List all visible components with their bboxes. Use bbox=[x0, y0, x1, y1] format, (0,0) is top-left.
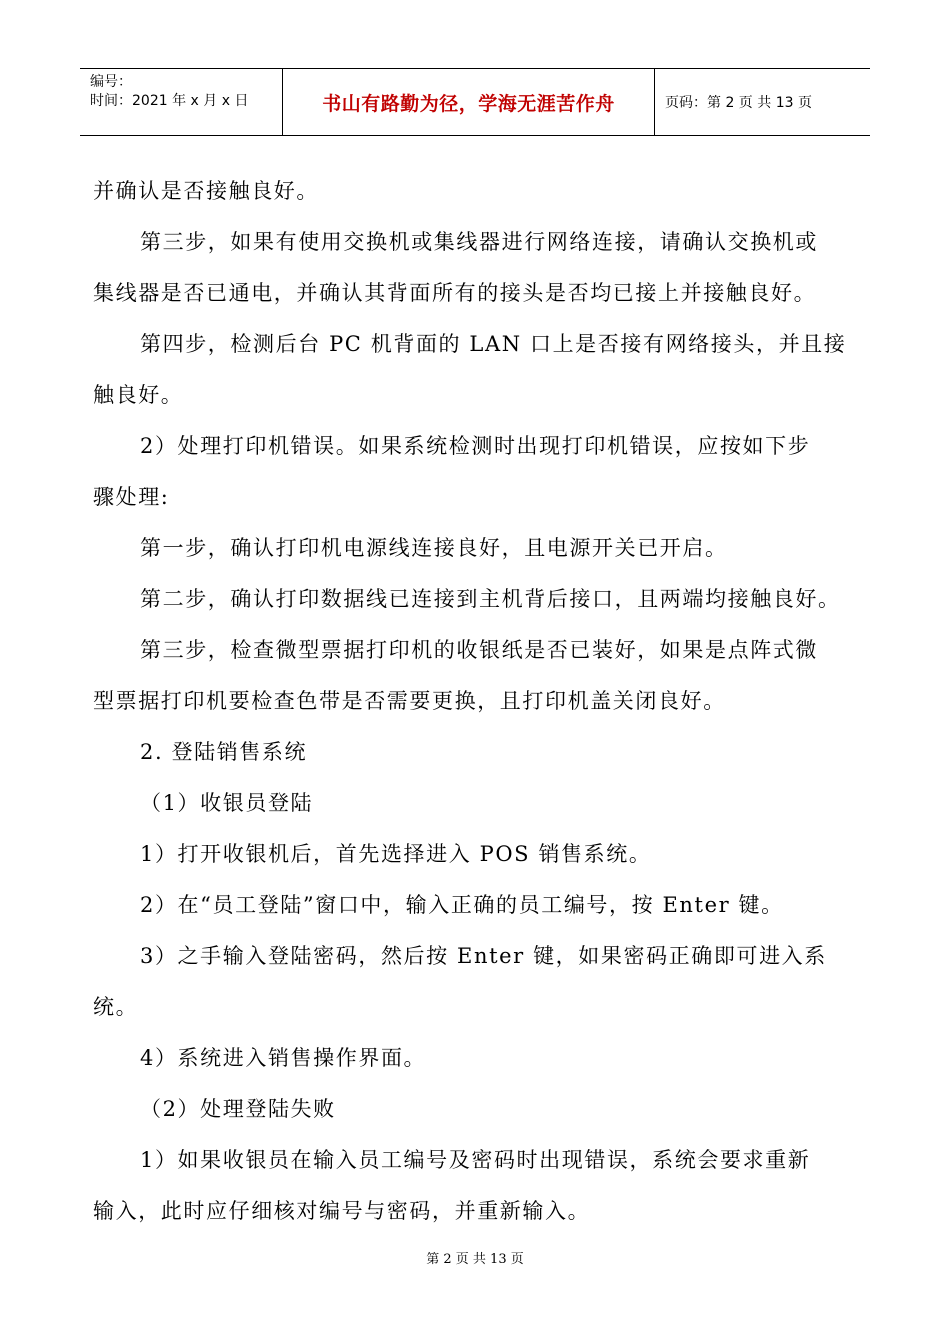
body-line: 1）打开收银机后，首先选择进入 POS 销售系统。 bbox=[140, 842, 652, 866]
body-line: 1）如果收银员在输入员工编号及密码时出现错误，系统会要求重新 bbox=[140, 1148, 811, 1172]
body-line: 触良好。 bbox=[93, 383, 184, 407]
body-line: 第三步，检查微型票据打印机的收银纸是否已装好，如果是点阵式微 bbox=[140, 638, 818, 662]
body-line: 统。 bbox=[93, 995, 139, 1019]
body-line: 第四步，检测后台 PC 机背面的 LAN 口上是否接有网络接头，并且接 bbox=[140, 332, 847, 356]
body-line: 并确认是否接触良好。 bbox=[93, 179, 319, 203]
number-label: 编号： bbox=[90, 74, 132, 90]
body-line: 型票据打印机要检查色带是否需要更换，且打印机盖关闭良好。 bbox=[93, 689, 726, 713]
body-line: 2）在“员工登陆”窗口中，输入正确的员工编号，按 Enter 键。 bbox=[140, 893, 784, 917]
body-line: 3）之手输入登陆密码，然后按 Enter 键，如果密码正确即可进入系 bbox=[140, 944, 827, 968]
section-heading: 2. 登陆销售系统 bbox=[140, 740, 308, 764]
page-header bbox=[80, 68, 870, 136]
body-line: 第一步，确认打印机电源线连接良好，且电源开关已开启。 bbox=[140, 536, 728, 560]
header-meta bbox=[80, 69, 282, 135]
body-line: 第二步，确认打印数据线已连接到主机背后接口，且两端均接触良好。 bbox=[140, 587, 841, 611]
body-line: 第三步，如果有使用交换机或集线器进行网络连接，请确认交换机或 bbox=[140, 230, 818, 254]
subsection-heading: （2）处理登陆失败 bbox=[140, 1097, 336, 1121]
body-line: 2）处理打印机错误。如果系统检测时出现打印机错误，应按如下步 bbox=[140, 434, 811, 458]
body-line: 集线器是否已通电，并确认其背面所有的接头是否均已接上并接触良好。 bbox=[93, 281, 817, 305]
subsection-heading: （1）收银员登陆 bbox=[140, 791, 314, 815]
header-page-info: 页码：第 2 页 共 13 页 bbox=[665, 95, 812, 111]
date-label: 时间：2021 年 x 月 x 日 bbox=[90, 93, 249, 109]
page-footer: 第 2 页 共 13 页 bbox=[426, 1252, 524, 1267]
header-motto: 书山有路勤为径，学海无涯苦作舟 bbox=[282, 69, 655, 135]
body-line: 骤处理: bbox=[93, 485, 170, 509]
document-body bbox=[93, 166, 863, 1237]
body-line: 输入，此时应仔细核对编号与密码，并重新输入。 bbox=[93, 1199, 591, 1223]
body-line: 4）系统进入销售操作界面。 bbox=[140, 1046, 427, 1070]
